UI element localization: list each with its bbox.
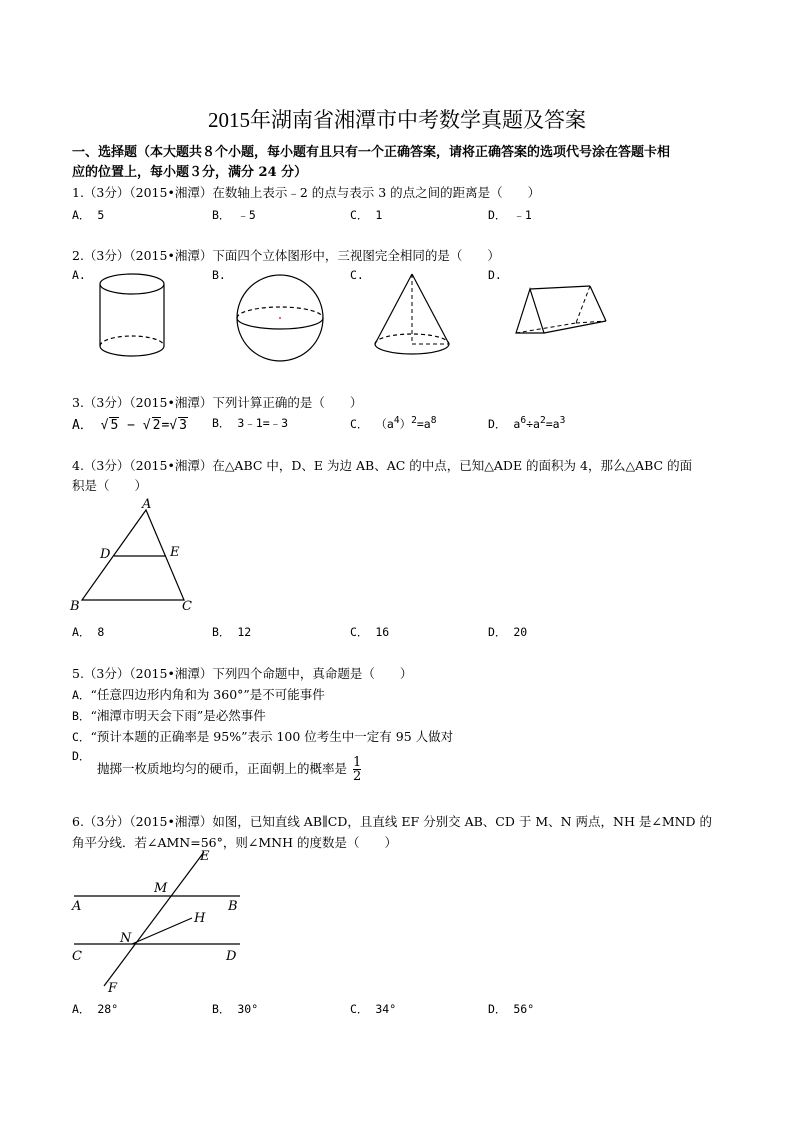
question-1-text: 1.（3分）（2015•湘潭）在数轴上表示﹣2 的点与表示 3 的点之间的距离是（ ）: [72, 185, 541, 200]
q2-label-d: D.: [488, 268, 502, 282]
label-d: D: [226, 949, 237, 964]
q5-option-c: C．“预计本题的正确率是 95%”表示 100 位考生中一定有 95 人做对: [72, 729, 454, 744]
q2-label-c: C.: [350, 268, 364, 282]
q4-option-c: C． 16: [350, 625, 390, 639]
q1-option-c: C． 1: [350, 208, 383, 222]
label-h: H: [194, 911, 206, 926]
label-c: C: [182, 599, 192, 614]
q4-option-a: A． 8: [72, 625, 105, 639]
label-e: E: [200, 849, 210, 864]
cylinder-figure: [96, 270, 170, 362]
q3-option-c: C． $(a^4)^2=a^8$: [350, 415, 437, 431]
prism-figure: [512, 283, 612, 343]
section-heading-line1: 一、选择题（本大题共８个小题，每小题有且只有一个正确答案，请将正确答案的选项代号涂在答题卡相: [72, 145, 671, 160]
q3-option-a: A． √ 5 − √ 2=√ 3: [72, 418, 187, 433]
cone-figure: [371, 272, 453, 362]
label-b: B: [70, 599, 80, 614]
sphere-figure: [234, 273, 326, 363]
q6-option-a: A． 28°: [72, 1002, 119, 1016]
label-f: F: [108, 981, 118, 996]
q6-option-d: D． 56°: [488, 1002, 535, 1016]
question-6-text-line1: 6.（3分）（2015•湘潭）如图，已知直线 AB∥CD，且直线 EF 分别交 AB、CD 于 M、N 两点，NH 是∠MND 的: [72, 814, 713, 829]
parallel-lines-figure: [64, 846, 244, 996]
q5-option-d: 抛掷一枚质地均匀的硬币，正面朝上的概率是 $\frac{1}{2}$: [97, 755, 362, 784]
label-m: M: [154, 881, 168, 896]
label-n: N: [120, 931, 132, 946]
q5-option-b: B．“湘潭市明天会下雨”是必然事件: [72, 708, 266, 723]
q5-option-d-label: D．: [72, 749, 91, 763]
label-a: A: [142, 497, 152, 512]
q6-option-c: C． 34°: [350, 1002, 397, 1016]
label-b: B: [228, 899, 238, 914]
q1-option-a: A． 5: [72, 208, 105, 222]
q2-label-b: B.: [212, 268, 226, 282]
q2-label-a: A.: [72, 268, 86, 282]
page-title: 2015年湖南省湘潭市中考数学真题及答案: [208, 108, 586, 132]
label-d: D: [100, 547, 111, 562]
q6-option-b: B． 30°: [212, 1002, 259, 1016]
question-2-text: 2.（3分）（2015•湘潭）下面四个立体图形中，三视图完全相同的是（ ）: [72, 248, 500, 263]
q3-option-b: B． 3﹣1=﹣3: [212, 416, 289, 430]
label-a: A: [72, 899, 82, 914]
q5-option-a: A．“任意四边形内角和为 360°”是不可能事件: [72, 687, 325, 702]
question-6-text-line2: 角平分线．若∠AMN=56°，则∠MNH 的度数是（ ）: [72, 835, 397, 850]
question-4-text-line2: 积是（ ）: [72, 478, 148, 493]
label-e: E: [170, 545, 180, 560]
q3-option-d: D． $a^6\div a^2=a^3$: [488, 415, 566, 431]
label-c: C: [72, 949, 82, 964]
triangle-abc-figure: [66, 496, 206, 616]
question-5-text: 5.（3分）（2015•湘潭）下列四个命题中，真命题是（ ）: [72, 666, 413, 681]
q1-option-d: D． ﹣1: [488, 208, 532, 222]
q1-option-b: B． ﹣5: [212, 208, 256, 222]
q4-option-b: B． 12: [212, 625, 252, 639]
q4-option-d: D． 20: [488, 625, 528, 639]
question-4-text-line1: 4.（3分）（2015•湘潭）在△ABC 中，D、E 为边 AB、AC 的中点，已知△ADE 的面积为 4，那么△ABC 的面: [72, 458, 693, 473]
question-3-text: 3.（3分）（2015•湘潭）下列计算正确的是（ ）: [72, 395, 363, 410]
fraction-one-half: $\frac{1}{2}$: [353, 755, 362, 784]
section-heading-line2: 应的位置上，每小题３分，满分 24 分）: [72, 165, 308, 180]
